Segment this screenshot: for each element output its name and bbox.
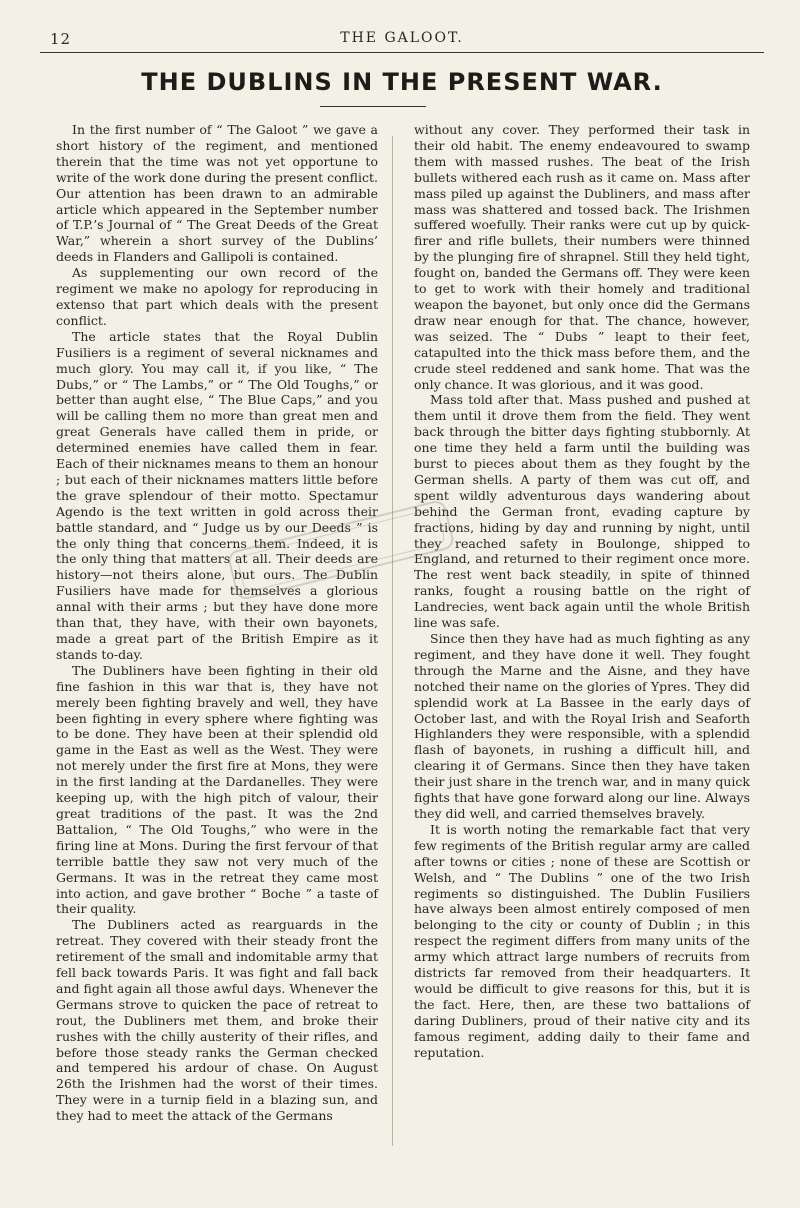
running-head [40,30,764,52]
paragraph: In the first number of “ The Galoot ” we gave a short history of the regiment, and mentioned therein that the time was not yet opportune to write of the work done during the present conflict. Our attention has been drawn to an admirable article which appeared in the September number of T.P.’s Journal of “ The Great Deeds of the Great War,” wherein a short survey of the Dublins’ deeds in Flanders and Gallipoli is contained. [56,122,378,265]
paragraph: As supplementing our own record of the regiment we make no apology for reproducing in extenso that part which deals with the present conflict. [56,265,378,328]
title-rule [320,106,426,107]
paragraph: The article states that the Royal Dublin Fusiliers is a regiment of several nicknames and much glory. You may call it, if you like, “ The Dubs,” or “ The Lambs,” or “ The Old Toughs,” or better than aught else, “ The Blue Caps,” and you will be calling them no more than great men and great Generals have called them in pride, or determined enemies have called them in fear. Each of their nicknames means to them an honour ; but each of their nicknames matters little before the grave splendour of their motto. Spectamur Agendo is the text written in gold across their battle standard, and “ Judge us by our Deeds ” is the only thing that concerns them. Indeed, it is the only thing that matters at all. Their deeds are history—not theirs alone, but ours. The Dublin Fusiliers have made for themselves a glorious annal with their arms ; but they have done more than that, they have, with their own bayonets, made a great part of the British Empire as it stands to-day. [56,328,378,662]
right-column [414,122,750,1060]
paragraph: Since then they have had as much fighting as any regiment, and they have done it well. They fought through the Marne and the Aisne, and they have notched their name on the glories of Ypres. They did splendid work at La Bassee in the early days of October last, and with the Royal Irish and Seaforth Highlanders they were responsible, with a splendid flash of bayonets, in rushing a difficult hill, and clearing it of Germans. Since then they have taken their just share in the trench war, and in many quick fights that have gone forward along our line. Always they did well, and carried themselves bravely. [414,631,750,821]
article-title: THE DUBLINS IN THE PRESENT WAR. [141,68,663,96]
header-rule [40,52,764,53]
column-divider [392,136,393,1146]
paragraph: Mass told after that. Mass pushed and pushed at them until it drove them from the field. They went back through the bitter days fighting stubbornly. At one time they held a farm until the building was burst to pieces about them as they fought by the German shells. A party of them was cut off, and spent wildly adventurous days wandering about behind the German front, evading capture by fractions, hiding by day and running by night, until they reached safety in Boulonge, shipped to England, and returned to their regiment once more. The rest went back steadily, in spite of thinned ranks, fought a rousing battle on the right of Landrecies, went back again until the whole British line was safe. [414,392,750,631]
page-number: 12 [50,30,72,48]
journal-name: THE GALOOT. [340,30,464,46]
left-column [56,122,378,1124]
paragraph: without any cover. They performed their task in their old habit. The enemy endeavoured to swamp them with massed rushes. The beat of the Irish bullets withered each rush as it came on. Mass after mass piled up against the Dubliners, and mass after mass was shattered and tossed back. The Irishmen suffered woefully. Their ranks were cut up by quick-firer and rifle bullets, their numbers were thinned by the plunging fire of shrapnel. Still they held tight, fought on, banded the Germans off. They were keen to get to work with their homely and traditional weapon the bayonet, but only once did the Germans draw near enough for that. The chance, however, was seized. The “ Dubs ” leapt to their feet, catapulted into the thick mass before them, and the crude steel reddened and sank home. That was the only chance. It was glorious, and it was good. [414,122,750,392]
paragraph: It is worth noting the remarkable fact that very few regiments of the British regular army are called after towns or cities ; none of these are Scottish or Welsh, and “ The Dublins ” one of the two Irish regiments so distinguished. The Dublin Fusiliers have always been almost entirely composed of men belonging to the city or county of Dublin ; in this respect the regiment differs from many units of the army which attract large numbers of recruits from districts far removed from their headquarters. It would be difficult to give reasons for this, but it is the fact. Here, then, are these two battalions of daring Dubliners, proud of their native city and its famous regiment, adding daily to their fame and reputation. [414,821,750,1060]
paragraph: The Dubliners have been fighting in their old fine fashion in this war that is, they have not merely been fighting bravely and well, they have been fighting in every sphere where fighting was to be done. They have been at their splendid old game in the East as well as the West. They were not merely under the first fire at Mons, they were in the first landing at the Dardanelles. They were keeping up, with the high pitch of valour, their great traditions of the past. It was the 2nd Battalion, “ The Old Toughs,” who were in the firing line at Mons. During the first fervour of that terrible battle they saw not very much of the Germans. It was in the retreat they came most into action, and gave brother “ Boche ” a taste of their quality. [56,662,378,917]
paragraph: The Dubliners acted as rearguards in the retreat. They covered with their steady front the retirement of the small and indomitable army that fell back towards Paris. It was fight and fall back and fight again all those awful days. Whenever the Germans strove to quicken the pace of retreat to rout, the Dubliners met them, and broke their rushes with the chilly austerity of their rifles, and before those steady ranks the German checked and tempered his ardour of chase. On August 26th the Irishmen had the worst of their times. They were in a turnip field in a blazing sun, and they had to meet the attack of the Germans [56,917,378,1124]
